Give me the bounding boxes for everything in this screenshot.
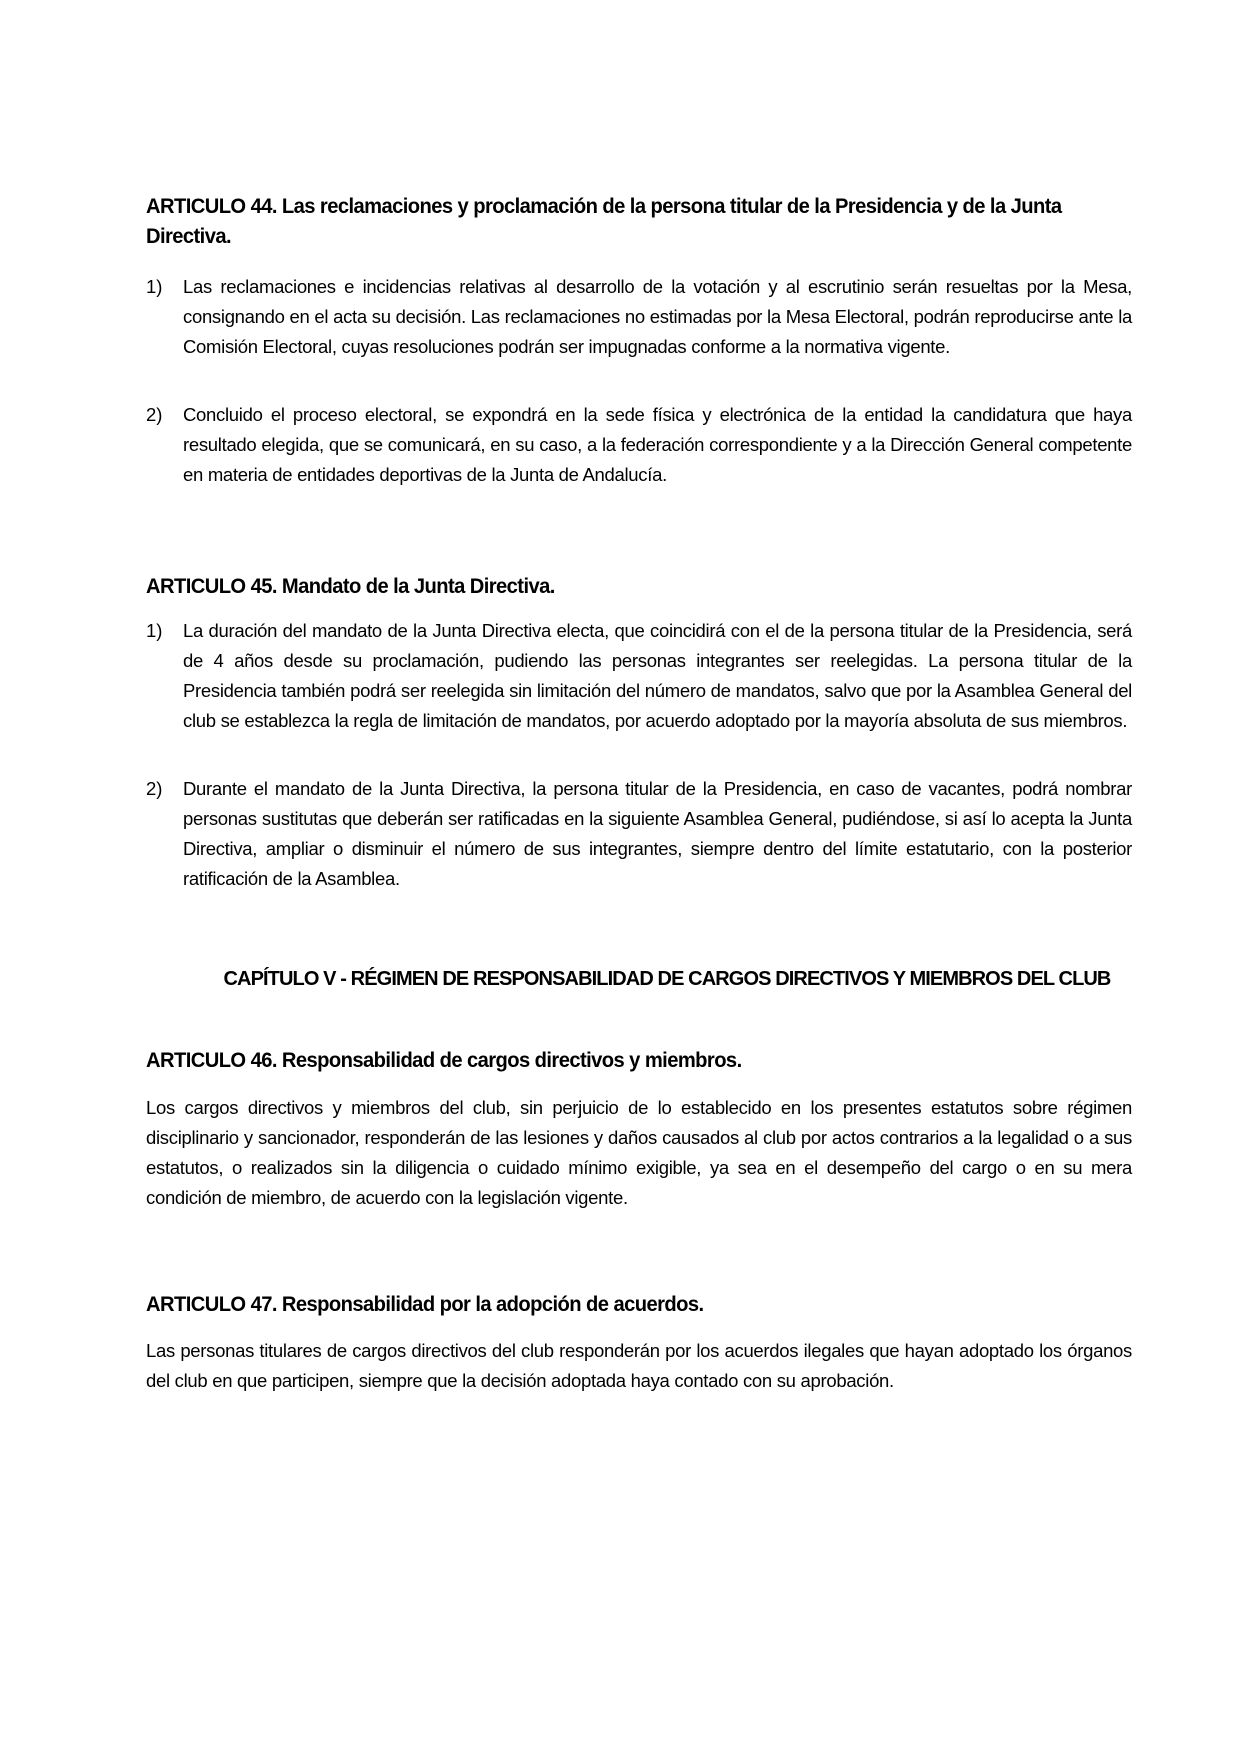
item-number: 1) xyxy=(146,276,163,297)
article-46-title: ARTICULO 46. Responsabilidad de cargos directivos y miembros. xyxy=(146,1049,742,1072)
item-text: Concluido el proceso electoral, se expondrá en la sede física y electrónica de la entidad la candidatura que haya resultado elegida, que se comunicará, en su caso, a la federación correspondiente y a la Dirección General competente en materia de entidades deportivas de la Junta de Andalucía. xyxy=(183,404,1132,485)
article-44-item-2 xyxy=(146,400,1132,490)
article-45-item-2 xyxy=(146,774,1132,894)
item-text: Durante el mandato de la Junta Directiva, la persona titular de la Presidencia, en caso de vacantes, podrá nombrar personas sustitutas que deberán ser ratificadas en la siguiente Asamblea General, pudiéndose, si así lo acepta la Junta Directiva, ampliar o disminuir el número de sus integrantes, siempre dentro del límite estatutario, con la posterior ratificación de la Asamblea. xyxy=(183,778,1132,889)
chapter-title: CAPÍTULO V - RÉGIMEN DE RESPONSABILIDAD DE CARGOS DIRECTIVOS Y MIEMBROS DEL CLUB xyxy=(223,968,1111,990)
item-text: La duración del mandato de la Junta Directiva electa, que coincidirá con el de la persona titular de la Presidencia, será de 4 años desde su proclamación, pudiendo las personas integrantes ser reelegidas. La persona titular de la Presidencia también podrá ser reelegida sin limitación del número de mandatos, salvo que por la Asamblea General del club se establezca la regla de limitación de mandatos, por acuerdo adoptado por la mayoría absoluta de sus miembros. xyxy=(183,620,1132,731)
article-47-body: Las personas titulares de cargos directivos del club responderán por los acuerdos ilegales que hayan adoptado los órganos del club en que participen, siempre que la decisión adoptada haya contado con su aprobación. xyxy=(146,1340,1132,1391)
article-47-title: ARTICULO 47. Responsabilidad por la adopción de acuerdos. xyxy=(146,1293,704,1316)
item-number: 1) xyxy=(146,620,163,641)
article-44-title: ARTICULO 44. Las reclamaciones y proclamación de la persona titular de la Presidencia y de la Junta Directiva. xyxy=(146,195,1062,248)
article-45-title: ARTICULO 45. Mandato de la Junta Directiva. xyxy=(146,575,555,598)
item-number: 2) xyxy=(146,778,163,799)
article-45-item-1 xyxy=(146,616,1132,736)
item-number: 2) xyxy=(146,404,163,425)
article-46-body: Los cargos directivos y miembros del club, sin perjuicio de lo establecido en los presentes estatutos sobre régimen disciplinario y sancionador, responderán de las lesiones y daños causados al club por actos contrarios a la legalidad o a sus estatutos, o realizados sin la diligencia o cuidado mínimo exigible, ya sea en el desempeño del cargo o en su mera condición de miembro, de acuerdo con la legislación vigente. xyxy=(146,1097,1132,1208)
item-text: Las reclamaciones e incidencias relativas al desarrollo de la votación y al escrutinio serán resueltas por la Mesa, consignando en el acta su decisión. Las reclamaciones no estimadas por la Mesa Electoral, podrán reproducirse ante la Comisión Electoral, cuyas resoluciones podrán ser impugnadas conforme a la normativa vigente. xyxy=(183,276,1132,357)
article-44-item-1 xyxy=(146,272,1132,362)
